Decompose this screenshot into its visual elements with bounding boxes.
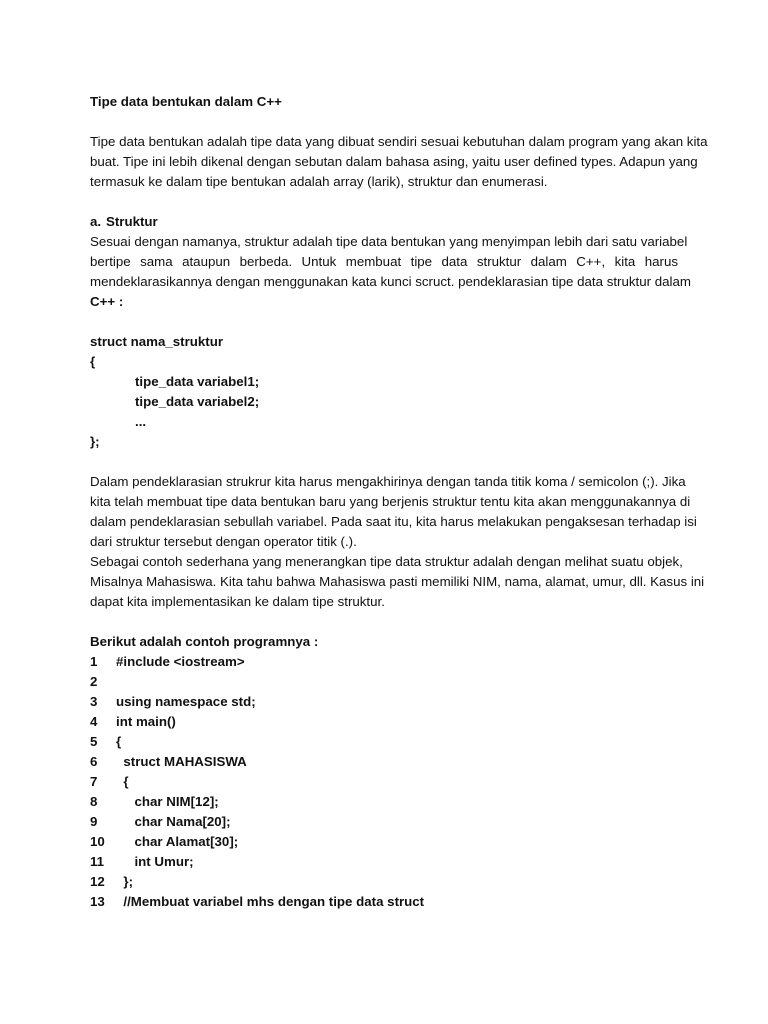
- section-a-line: Sesuai dengan namanya, struktur adalah tipe data bentukan yang menyimpan lebih dari satu variabel: [90, 234, 688, 249]
- code-line-text: char Nama[20];: [116, 814, 231, 829]
- code-line-text: };: [116, 874, 133, 889]
- paragraph-example: [90, 552, 705, 612]
- section-a-marker: a.: [90, 214, 102, 229]
- code-line-text: //Membuat variabel mhs dengan tipe data struct: [116, 894, 425, 909]
- paragraph-line: dari struktur tersebut dengan operator titik (.).: [90, 534, 357, 549]
- code-line-number: 6: [90, 754, 98, 769]
- paragraph-line: dapat kita implementasikan ke dalam tipe struktur.: [90, 594, 385, 609]
- intro-line: termasuk ke dalam tipe bentukan adalah array (larik), struktur dan enumerasi.: [90, 174, 548, 189]
- intro-line: Tipe data bentukan adalah tipe data yang dibuat sendiri sesuai kebutuhan dalam program yang akan kita: [90, 134, 708, 149]
- code-line-text: int Umur;: [116, 854, 194, 869]
- code-line: [90, 692, 678, 712]
- code-line-number: 5: [90, 734, 98, 749]
- code-line-number: 1: [90, 654, 98, 669]
- code-line-number: 10: [90, 834, 105, 849]
- code-line-text: #include <iostream>: [116, 654, 245, 669]
- paragraph-line: Misalnya Mahasiswa. Kita tahu bahwa Mahasiswa pasti memiliki NIM, nama, alamat, umur, dll. Kasus ini: [90, 574, 705, 589]
- code-line: [90, 892, 678, 912]
- intro-line: buat. Tipe ini lebih dikenal dengan sebutan dalam bahasa asing, yaitu user defined types. Adapun yang: [90, 154, 698, 169]
- code-line-number: 8: [90, 794, 98, 809]
- code-listing: [90, 652, 678, 912]
- section-a-title: Struktur: [106, 214, 158, 229]
- struct-syntax-block: [90, 332, 678, 452]
- code-line: [90, 792, 678, 812]
- spacer: [90, 612, 678, 632]
- code-line-text: char NIM[12];: [116, 794, 219, 809]
- code-line-number: 4: [90, 714, 98, 729]
- code-line-text: {: [116, 774, 129, 789]
- spacer: [90, 312, 678, 332]
- code-line: [90, 852, 678, 872]
- spacer: [90, 192, 678, 212]
- code-line-number: 12: [90, 874, 105, 889]
- struct-syntax-ellipsis: ...: [135, 414, 147, 429]
- code-line: [90, 812, 678, 832]
- code-line: [90, 652, 678, 672]
- intro-paragraph: [90, 132, 708, 192]
- struct-syntax-close-brace: };: [90, 434, 100, 449]
- code-line-text: struct MAHASISWA: [116, 754, 247, 769]
- struct-syntax-open-brace: {: [90, 354, 96, 369]
- code-line-number: 13: [90, 894, 105, 909]
- paragraph-line: Sebagai contoh sederhana yang menerangkan tipe data struktur adalah dengan melihat suatu objek,: [90, 554, 683, 569]
- section-a-paragraph: [90, 232, 691, 312]
- code-line-number: 3: [90, 694, 98, 709]
- paragraph-line: Dalam pendeklarasian strukrur kita harus mengakhirinya dengan tanda titik koma / semicolon (;). Jika: [90, 474, 686, 489]
- code-line-text: char Alamat[30];: [116, 834, 239, 849]
- struct-syntax-line: struct nama_struktur: [90, 334, 224, 349]
- spacer: [90, 112, 678, 132]
- section-a-line: bertipe sama ataupun berbeda. Untuk membuat tipe data struktur dalam C++, kita harus: [90, 254, 678, 269]
- code-line-number: 9: [90, 814, 98, 829]
- code-line: [90, 732, 678, 752]
- code-line-number: 7: [90, 774, 98, 789]
- paragraph-line: dalam pendeklarasian sebullah variabel. Pada saat itu, kita harus melakukan pengaksesan terhadap isi: [90, 514, 697, 529]
- code-line: [90, 672, 678, 692]
- section-a-line: mendeklarasikannya dengan menggunakan kata kunci scruct. pendeklarasian tipe data struktur dalam: [90, 274, 691, 289]
- code-line: [90, 752, 678, 772]
- paragraph-declaration: [90, 472, 697, 552]
- paragraph-line: kita telah membuat tipe data bentukan baru yang berjenis struktur tentu kita akan menggunakannya di: [90, 494, 691, 509]
- section-a-heading: [90, 212, 678, 232]
- code-line: [90, 832, 678, 852]
- code-line-text: using namespace std;: [116, 694, 256, 709]
- document-page: [90, 92, 708, 912]
- code-line-text: int main(): [116, 714, 176, 729]
- code-line: [90, 712, 678, 732]
- code-line: [90, 772, 678, 792]
- spacer: [90, 452, 678, 472]
- code-line-text: {: [116, 734, 122, 749]
- code-line-number: 11: [90, 854, 105, 869]
- program-intro: Berikut adalah contoh programnya :: [90, 634, 319, 649]
- section-a-line: C++ :: [90, 294, 124, 309]
- struct-syntax-field: tipe_data variabel1;: [135, 374, 260, 389]
- struct-syntax-field: tipe_data variabel2;: [135, 394, 260, 409]
- code-line-number: 2: [90, 674, 98, 689]
- code-line: [90, 872, 678, 892]
- document-title: Tipe data bentukan dalam C++: [90, 94, 282, 109]
